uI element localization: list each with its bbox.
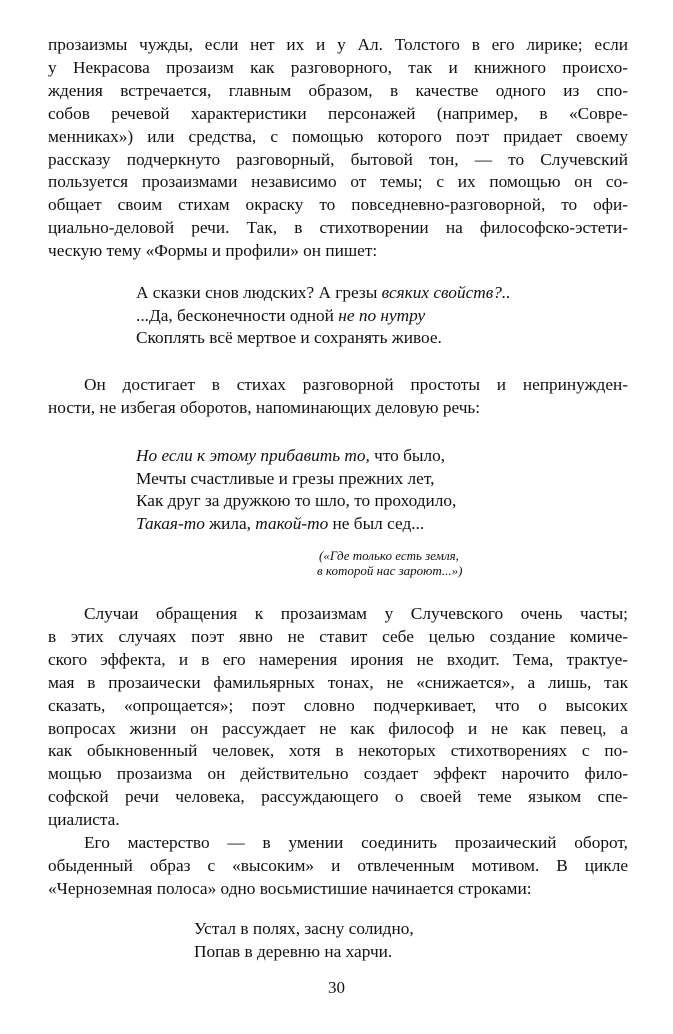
verse-line	[136, 445, 456, 468]
text-line: прозаизмы чужды, если нет их и у Ал. Толстого в его лирике; если	[48, 35, 628, 54]
paragraph-3	[48, 603, 628, 832]
verse-text: не был сед...	[328, 513, 425, 533]
attribution-line: («Где только есть земля,	[319, 548, 459, 563]
verse-emphasis: Но если к этому прибавить то,	[136, 446, 370, 465]
text-line: собов речевой характеристики персонажей (например, в «Совре-	[48, 103, 628, 123]
text-line: в этих случаях поэт явно не ставит себе целью создание комиче-	[48, 626, 628, 646]
text-line: вопросах жизни он рассуждает не как философ и не как певец, а	[48, 718, 628, 738]
verse-line: Мечты счастливые и грезы прежних лет,	[136, 468, 435, 488]
text-line: общает своим стихам окраску то повседневно-разговорной, то офи-	[48, 195, 628, 215]
paragraph-4	[48, 832, 628, 901]
quote-attribution	[317, 548, 462, 578]
verse-line	[136, 282, 511, 305]
verse-emphasis: такой-то	[255, 513, 329, 533]
attribution-line: в которой нас зароют...»)	[317, 563, 463, 578]
text-line: ческую тему «Формы и профили» он пишет:	[48, 241, 378, 261]
text-line: как обыкновенный человек, хотя в некоторых стихотворениях с по-	[48, 741, 628, 761]
verse-text: что было,	[369, 446, 446, 465]
text-line: сказать, «опрощается»; поэт словно подчеркивает, что о высоких	[48, 695, 628, 715]
verse-text: жила,	[204, 513, 256, 533]
verse-emphasis: всяких свойств?..	[381, 283, 511, 302]
text-line: софской речи человека, рассуждающего о своей теме языком спе-	[48, 787, 628, 807]
page-number: 30	[328, 978, 345, 997]
text-line: ского эффекта, и в его намерения ирония не входит. Тема, трактуе-	[48, 649, 628, 669]
verse-line: Устал в полях, засну солидно,	[194, 919, 414, 938]
verse-line: Как друг за дружкою то шло, то проходило,	[136, 491, 457, 511]
verse-emphasis: не по нутру	[338, 305, 426, 325]
text-line: циально-деловой речи. Так, в стихотворении на философско-эстети-	[48, 218, 628, 238]
verse-line	[136, 513, 456, 536]
text-line: мощью прозаизма он действительно создает эффект нарочито фило-	[48, 764, 628, 784]
verse-quote-1	[136, 282, 511, 350]
text-line: менниках») или средства, с помощью которого поэт придает своему	[48, 126, 628, 146]
text-line: мая в прозаически фамильярных тонах, не «снижается», а лишь, так	[48, 672, 628, 692]
paragraph-2	[48, 374, 628, 420]
text-line: Он достигает в стихах разговорной простоты и непринужден-	[84, 375, 628, 394]
text-line: у Некрасова прозаизм как разговорного, так и книжного происхо-	[48, 57, 628, 77]
paragraph-1	[48, 34, 628, 263]
verse-quote-3	[194, 918, 414, 963]
verse-line	[136, 305, 511, 328]
text-line: «Черноземная полоса» одно восьмистишие начинается строками:	[48, 878, 532, 898]
text-line: обыденный образ с «высоким» и отвлеченным мотивом. В цикле	[48, 855, 628, 875]
verse-text: ...Да, бесконечности одной	[136, 305, 339, 325]
verse-quote-2	[136, 445, 456, 535]
text-line: пользуется прозаизмами независимо от темы; с их помощью он со-	[48, 172, 628, 192]
verse-text: А сказки снов людских? А грезы	[136, 283, 382, 302]
verse-line: Попав в деревню на харчи.	[194, 941, 393, 961]
text-line: Случаи обращения к прозаизмам у Случевского очень часты;	[84, 604, 628, 623]
verse-line: Скоплять всё мертвое и сохранять живое.	[136, 328, 442, 348]
text-line: рассказу подчеркнуто разговорный, бытовой тон, — то Случевский	[48, 149, 628, 169]
text-line: ности, не избегая оборотов, напоминающих деловую речь:	[48, 397, 481, 417]
text-line: Его мастерство — в умении соединить прозаический оборот,	[84, 833, 628, 852]
verse-emphasis: Такая-то	[136, 513, 205, 533]
text-line: циалиста.	[48, 810, 120, 830]
text-line: ждения встречается, главным образом, в качестве одного из спо-	[48, 80, 628, 100]
